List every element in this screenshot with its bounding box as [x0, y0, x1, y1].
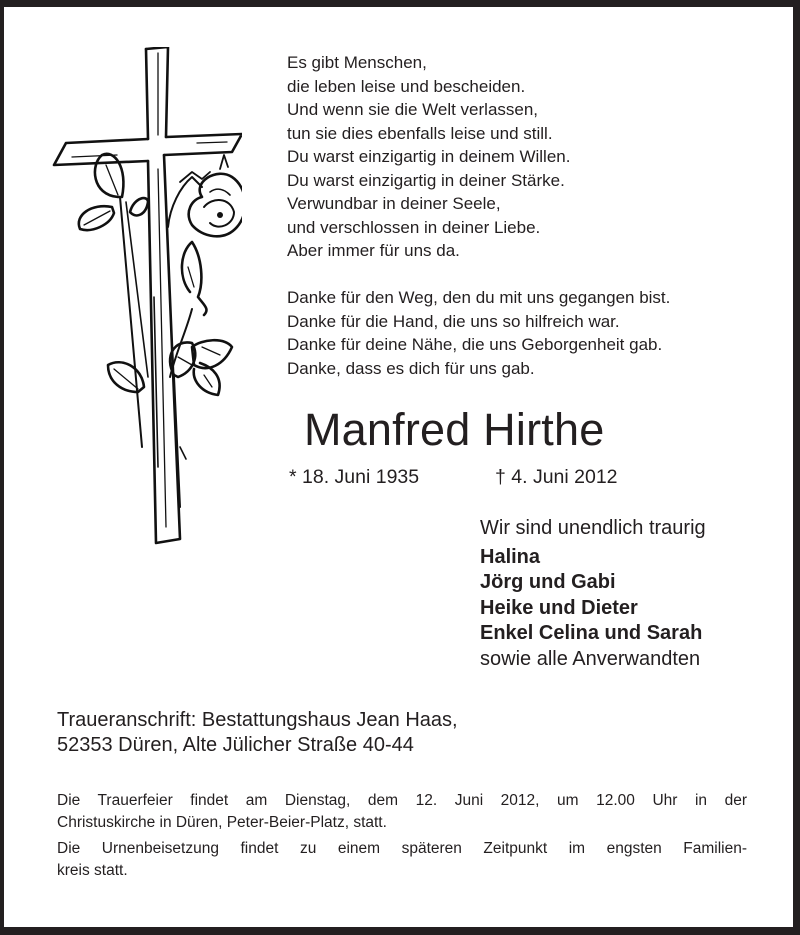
- poem-line: tun sie dies ebenfalls leise und still.: [287, 123, 553, 143]
- death-date: † 4. Juni 2012: [495, 466, 618, 488]
- ceremony-note-line-1: Die Trauerfeier findet am Dienstag, dem 12. Juni 2012, um 12.00 Uhr in der: [57, 792, 747, 809]
- burial-note-line-2: kreis statt.: [57, 862, 128, 879]
- poem-line: Danke für deine Nähe, die uns Geborgenheit gab.: [287, 335, 663, 354]
- birth-date: * 18. Juni 1935: [289, 466, 420, 488]
- ceremony-note: [57, 790, 747, 834]
- mourner-name: Heike und Dieter: [480, 596, 638, 619]
- mourner-name: Jörg und Gabi: [480, 571, 616, 593]
- address-line-1: Traueranschrift: Bestattungshaus Jean Haas,: [57, 709, 458, 731]
- address-line-2: 52353 Düren, Alte Jülicher Straße 40-44: [57, 734, 414, 756]
- service-notes: [57, 790, 747, 882]
- poem-line: die leben leise und bescheiden.: [287, 76, 526, 96]
- poem-stanza-1: [287, 51, 670, 263]
- ceremony-note-line-2: Christuskirche in Düren, Peter-Beier-Platz, statt.: [57, 814, 387, 831]
- poem-line: Danke, dass es dich für uns gab.: [287, 358, 535, 378]
- poem-stanza-2: [287, 286, 670, 380]
- poem-line: Danke für die Hand, die uns so hilfreich war.: [287, 311, 620, 331]
- deceased-name: Manfred Hirthe: [304, 404, 605, 455]
- poem: [287, 51, 670, 380]
- mourning-address: [57, 708, 458, 758]
- poem-line: Verwundbar in deiner Seele,: [287, 194, 501, 213]
- obituary-notice: [4, 7, 793, 927]
- poem-line: Es gibt Menschen,: [287, 53, 427, 72]
- mourner-name: Halina: [480, 545, 541, 568]
- mourners-outro: sowie alle Anverwandten: [480, 647, 701, 670]
- mourner-name: Enkel Celina und Sarah: [480, 622, 703, 644]
- poem-line: Du warst einzigartig in deiner Stärke.: [287, 170, 565, 190]
- mourners-intro: Wir sind unendlich traurig: [480, 517, 706, 539]
- burial-note-line-1: Die Urnenbeisetzung findet zu einem späteren Zeitpunkt im engsten Familien-: [57, 840, 747, 857]
- poem-line: Und wenn sie die Welt verlassen,: [287, 100, 539, 119]
- cross-with-rose-icon: [52, 47, 242, 552]
- burial-note: [57, 838, 747, 882]
- poem-line: Danke für den Weg, den du mit uns gegangen bist.: [287, 288, 671, 307]
- poem-line: und verschlossen in deiner Liebe.: [287, 217, 541, 237]
- poem-line: Aber immer für uns da.: [287, 241, 460, 260]
- mourners-block: [480, 516, 706, 672]
- poem-line: Du warst einzigartig in deinem Willen.: [287, 147, 571, 166]
